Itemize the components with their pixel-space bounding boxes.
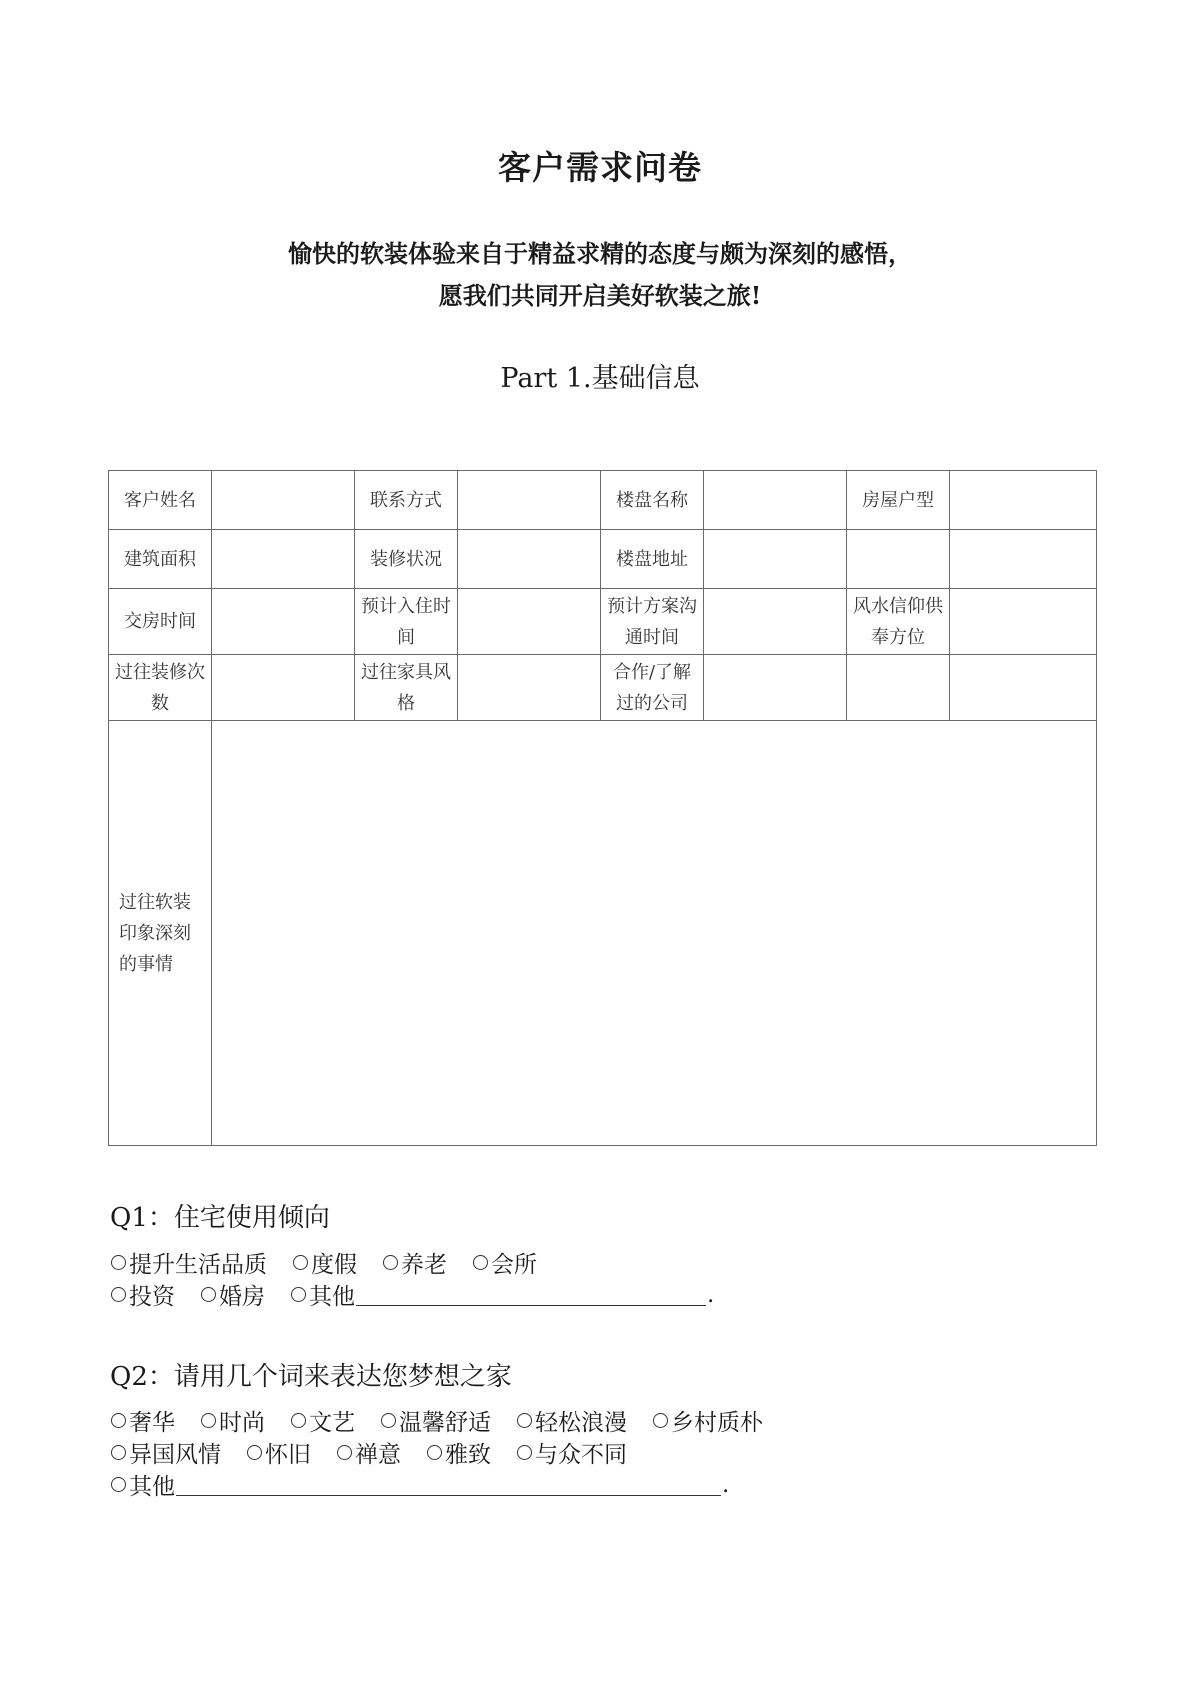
empty-cell (847, 655, 950, 721)
empty-cell (950, 530, 1097, 589)
q2-option[interactable]: 怀旧 (247, 1436, 311, 1469)
label-contact: 联系方式 (355, 471, 458, 530)
label-building-area: 建筑面积 (109, 530, 212, 589)
input-known-companies[interactable] (704, 655, 847, 721)
label-past-furniture-style: 过往家具风格 (355, 655, 458, 721)
radio-circle-icon[interactable] (427, 1445, 442, 1460)
q1-option-other[interactable]: 其他 . (291, 1278, 714, 1311)
input-past-furniture-style[interactable] (458, 655, 601, 721)
label-house-type: 房屋户型 (847, 471, 950, 530)
empty-cell (847, 530, 950, 589)
input-decoration-status[interactable] (458, 530, 601, 589)
radio-circle-icon[interactable] (291, 1287, 306, 1302)
q1-option[interactable]: 养老 (383, 1246, 447, 1279)
label-expected-move-in: 预计入住时间 (355, 589, 458, 655)
radio-circle-icon[interactable] (337, 1445, 352, 1460)
label-memorable-experience: 过往软装印象深刻的事情 (109, 721, 212, 1146)
radio-circle-icon[interactable] (517, 1445, 532, 1460)
q1-option[interactable]: 投资 (111, 1278, 175, 1311)
input-customer-name[interactable] (212, 471, 355, 530)
label-property-address: 楼盘地址 (601, 530, 704, 589)
radio-circle-icon[interactable] (111, 1477, 126, 1492)
q1-option[interactable]: 度假 (293, 1246, 357, 1279)
radio-circle-icon[interactable] (381, 1413, 396, 1428)
label-plan-meeting-time: 预计方案沟通时间 (601, 589, 704, 655)
q2-option[interactable]: 奢华 (111, 1404, 175, 1437)
q2-option-other[interactable]: 其他 . (111, 1468, 729, 1501)
radio-circle-icon[interactable] (111, 1413, 126, 1428)
label-fengshui: 风水信仰供奉方位 (847, 589, 950, 655)
input-house-type[interactable] (950, 471, 1097, 530)
label-known-companies: 合作/了解过的公司 (601, 655, 704, 721)
table-row (109, 471, 1097, 530)
q2-option[interactable]: 禅意 (337, 1436, 401, 1469)
q1-options-line-1 (111, 1246, 563, 1279)
q1-heading: Q1：住宅使用倾向 (110, 1203, 330, 1233)
q2-option[interactable]: 与众不同 (517, 1436, 627, 1469)
input-contact[interactable] (458, 471, 601, 530)
subtitle-line-1: 愉快的软装体验来自于精益求精的态度与颇为深刻的感悟， (288, 239, 912, 268)
label-property-name: 楼盘名称 (601, 471, 704, 530)
q2-option[interactable]: 温馨舒适 (381, 1404, 491, 1437)
label-past-renovations: 过往装修次数 (109, 655, 212, 721)
q2-options-line-1 (111, 1404, 789, 1437)
radio-circle-icon[interactable] (111, 1255, 126, 1270)
table-row (109, 589, 1097, 655)
q2-options-line-2 (111, 1436, 653, 1469)
q2-option[interactable]: 雅致 (427, 1436, 491, 1469)
basic-info-table (108, 470, 1097, 1146)
label-decoration-status: 装修状况 (355, 530, 458, 589)
part-heading: Part 1.基础信息 (500, 363, 700, 394)
q1-other-input[interactable] (356, 1283, 706, 1306)
label-customer-name: 客户姓名 (109, 471, 212, 530)
label-handover-time: 交房时间 (109, 589, 212, 655)
empty-cell (950, 655, 1097, 721)
input-memorable-experience[interactable] (212, 721, 1097, 1146)
q2-other-input[interactable] (176, 1473, 721, 1496)
radio-circle-icon[interactable] (473, 1255, 488, 1270)
input-handover-time[interactable] (212, 589, 355, 655)
input-property-name[interactable] (704, 471, 847, 530)
input-past-renovations[interactable] (212, 655, 355, 721)
radio-circle-icon[interactable] (201, 1287, 216, 1302)
input-fengshui[interactable] (950, 589, 1097, 655)
input-building-area[interactable] (212, 530, 355, 589)
q1-options-line-2 (111, 1278, 714, 1311)
input-plan-meeting-time[interactable] (704, 589, 847, 655)
q1-option[interactable]: 会所 (473, 1246, 537, 1279)
radio-circle-icon[interactable] (517, 1413, 532, 1428)
q2-option[interactable]: 异国风情 (111, 1436, 221, 1469)
radio-circle-icon[interactable] (247, 1445, 262, 1460)
table-row (109, 655, 1097, 721)
table-row (109, 530, 1097, 589)
q2-options-line-3 (111, 1468, 729, 1501)
radio-circle-icon[interactable] (111, 1445, 126, 1460)
radio-circle-icon[interactable] (111, 1287, 126, 1302)
q2-option[interactable]: 时尚 (201, 1404, 265, 1437)
input-expected-move-in[interactable] (458, 589, 601, 655)
q1-option[interactable]: 提升生活品质 (111, 1246, 267, 1279)
radio-circle-icon[interactable] (291, 1413, 306, 1428)
q1-option[interactable]: 婚房 (201, 1278, 265, 1311)
q2-option[interactable]: 乡村质朴 (653, 1404, 763, 1437)
radio-circle-icon[interactable] (383, 1255, 398, 1270)
page-title: 客户需求问卷 (498, 148, 702, 187)
q2-option[interactable]: 轻松浪漫 (517, 1404, 627, 1437)
table-row (109, 721, 1097, 1146)
radio-circle-icon[interactable] (293, 1255, 308, 1270)
radio-circle-icon[interactable] (653, 1413, 668, 1428)
q2-heading: Q2：请用几个词来表达您梦想之家 (110, 1362, 512, 1392)
radio-circle-icon[interactable] (201, 1413, 216, 1428)
subtitle-line-2: 愿我们共同开启美好软装之旅! (438, 281, 762, 310)
input-property-address[interactable] (704, 530, 847, 589)
q2-option[interactable]: 文艺 (291, 1404, 355, 1437)
